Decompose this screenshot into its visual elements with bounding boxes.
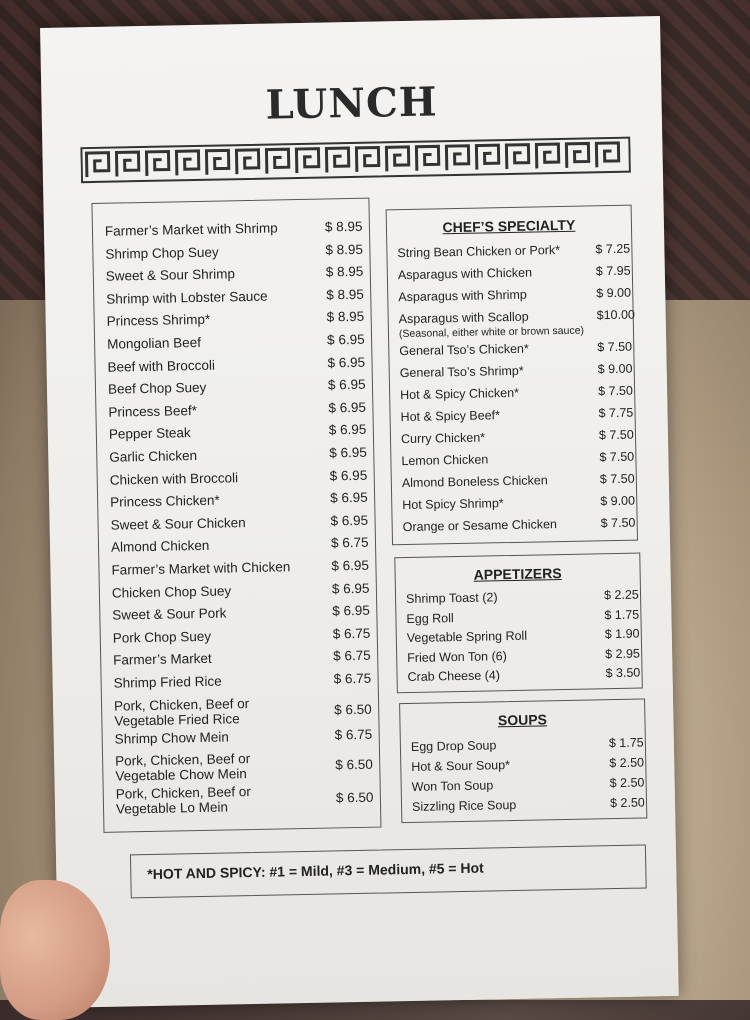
menu-item-price: $ 8.95 [326, 286, 364, 303]
menu-item-name: Farmer’s Market with Chicken [111, 559, 291, 578]
menu-item-name: Orange or Sesame Chicken [402, 517, 558, 535]
menu-item-price: $ 6.50 [335, 789, 374, 806]
menu-item-row [411, 775, 656, 794]
menu-item-price: $ 8.95 [324, 218, 363, 235]
menu-item-name: Pork, Chicken, Beef or [113, 695, 250, 714]
greek-key-segment [596, 143, 618, 167]
menu-item-price: $ 6.95 [329, 467, 368, 484]
menu-item-name: Asparagus with Chicken [397, 265, 533, 283]
menu-item-price: $ 6.75 [333, 670, 372, 687]
menu-item-row [402, 493, 646, 513]
greek-key-segment [146, 152, 168, 176]
menu-item-price: $ 6.95 [330, 512, 369, 529]
greek-key-segment [566, 143, 588, 167]
appetizers-heading: APPETIZERS [473, 565, 562, 583]
menu-item-price: $ 6.75 [334, 726, 373, 743]
menu-item-row [398, 285, 642, 305]
menu-item-row [105, 263, 382, 284]
menu-item-price: $ 6.95 [327, 376, 366, 393]
menu-item-price: $ 6.50 [334, 701, 372, 718]
menu-item-name: Sizzling Rice Soup [411, 797, 517, 814]
menu-item-name: Hot Spicy Shrimp* [402, 496, 504, 513]
menu-item-row [108, 399, 384, 420]
chef-specialty-box [386, 205, 638, 546]
menu-item-row [112, 625, 389, 646]
menu-item-row [410, 735, 655, 754]
menu-item-name: Princess Chicken* [110, 492, 220, 510]
greek-key-segment [356, 147, 378, 171]
menu-item-row [106, 309, 383, 330]
menu-item-price: $ 6.75 [332, 625, 371, 642]
menu-item-name: Almond Chicken [110, 538, 210, 556]
greek-key-segment [86, 153, 108, 177]
greek-key-segment [326, 148, 348, 172]
menu-item-name-line2: Vegetable Fried Rice [114, 710, 240, 729]
menu-item-row [401, 471, 646, 491]
menu-item-row [397, 263, 642, 283]
menu-item-name: Lemon Chicken [401, 452, 489, 469]
menu-item-row [110, 512, 386, 533]
menu-item-row [405, 587, 650, 607]
menu-item-name: Shrimp with Lobster Sauce [106, 288, 268, 307]
menu-item-row [399, 339, 643, 359]
menu-item-row [401, 449, 645, 469]
menu-item-price: $ 6.95 [329, 489, 368, 506]
menu-item-name: Mongolian Beef [106, 334, 202, 352]
menu-item-row [107, 376, 384, 397]
menu-item-price: $ 1.75 [608, 735, 644, 751]
menu-item-row [110, 535, 387, 556]
menu-item-price: $ 3.50 [605, 665, 641, 681]
greek-key-segment [476, 145, 498, 169]
menu-item-name: Chicken with Broccoli [109, 469, 239, 488]
menu-item-name: Crab Cheese (4) [407, 668, 501, 685]
menu-item-name: Curry Chicken* [400, 430, 486, 447]
menu-item-row [411, 755, 655, 774]
menu-item-price: $ 7.50 [597, 339, 633, 355]
menu-item-row [406, 607, 650, 626]
menu-item-name: Princess Beef* [108, 402, 198, 420]
greek-key-segment [506, 145, 528, 169]
menu-item-row [106, 286, 382, 307]
menu-item-row [400, 427, 645, 447]
menu-item-price: $ 9.00 [597, 361, 633, 377]
menu-item-row [407, 665, 651, 685]
menu-sheet [40, 16, 679, 1008]
menu-item-name: Hot & Spicy Chicken* [400, 385, 520, 403]
menu-item-price: $ 7.50 [598, 383, 634, 399]
menu-item-price: $ 8.95 [325, 241, 364, 258]
spice-note: *HOT AND SPICY: #1 = Mild, #3 = Medium, #5 = Hot [147, 859, 484, 883]
menu-item-row [113, 648, 389, 669]
menu-item-price: $ 8.95 [326, 309, 365, 325]
menu-item-price: $ 7.25 [595, 241, 631, 257]
appetizers-box [394, 553, 643, 694]
menu-item-name: Egg Drop Soup [410, 738, 497, 754]
menu-item-row [111, 580, 388, 601]
menu-item-price: $ 2.95 [605, 646, 641, 661]
menu-item-name: General Tso’s Shrimp* [399, 363, 524, 381]
menu-item-row [106, 331, 383, 352]
greek-key-segment [236, 150, 258, 174]
menu-item-price: $ 1.75 [604, 607, 640, 622]
menu-item-price: $ 7.50 [598, 427, 634, 443]
menu-item-price: $ 2.50 [609, 775, 645, 791]
greek-key-segment [416, 146, 438, 170]
menu-item-name: Fried Won Ton (6) [407, 648, 507, 665]
menu-item-row [411, 795, 656, 814]
greek-key-segment [266, 149, 288, 173]
menu-item-price: $ 6.95 [329, 444, 367, 461]
menu-item-row [109, 467, 386, 488]
menu-item-name: Pork, Chicken, Beef or [115, 784, 251, 802]
menu-item-row [402, 515, 647, 535]
menu-item-price: $ 1.90 [604, 626, 640, 642]
menu-item-row [115, 749, 391, 784]
greek-key-segment [446, 146, 468, 170]
menu-item-name: Princess Shrimp* [106, 312, 211, 330]
menu-item-name: Almond Boneless Chicken [401, 473, 548, 491]
greek-key-border [80, 135, 631, 186]
menu-item-price: $10.00 [596, 307, 636, 323]
menu-item-price: $ 2.50 [609, 755, 645, 771]
menu-item-row [107, 354, 383, 375]
menu-item-name: Shrimp Chow Mein [114, 729, 229, 747]
main-menu-box [91, 198, 381, 833]
menu-item-name: Vegetable Spring Roll [406, 628, 528, 646]
menu-item-price: $ 6.75 [333, 648, 371, 664]
menu-item-row [104, 218, 381, 239]
menu-item-price: $ 6.95 [327, 354, 366, 371]
menu-item-name: Chicken Chop Suey [111, 582, 232, 601]
greek-key-segment [386, 147, 408, 171]
menu-item-name-line2: Vegetable Lo Mein [115, 799, 229, 817]
menu-item-name: Sweet & Sour Chicken [110, 514, 246, 533]
menu-item-name: Pork Chop Suey [112, 628, 212, 646]
menu-item-row [399, 361, 644, 381]
menu-item-name-line2: Vegetable Chow Mein [115, 766, 247, 784]
menu-item-row [407, 646, 651, 665]
soups-heading: SOUPS [497, 711, 548, 729]
menu-item-name: String Bean Chicken or Pork* [397, 243, 561, 261]
menu-item-name: Garlic Chicken [109, 448, 198, 465]
greek-key-segment [206, 150, 228, 174]
menu-item-name: Farmer’s Market [113, 651, 212, 669]
menu-item-price: $ 6.95 [332, 602, 370, 619]
menu-item-price: $ 7.50 [599, 449, 635, 465]
menu-item-name: Asparagus with Shrimp [398, 287, 527, 305]
menu-item-price: $ 9.00 [596, 285, 632, 301]
menu-item-row [400, 383, 644, 403]
menu-item-row [400, 405, 644, 425]
greek-key-segment [536, 144, 558, 168]
menu-item-price: $ 7.50 [599, 471, 635, 487]
menu-item-price: $ 6.50 [335, 756, 373, 773]
menu-item-name: General Tso’s Chicken* [399, 341, 529, 359]
menu-item-row [105, 241, 381, 262]
menu-item-price: $ 8.95 [325, 263, 364, 280]
menu-item-price: $ 6.95 [328, 422, 367, 438]
menu-item-name: Hot & Spicy Beef* [400, 408, 501, 425]
menu-item-name: Asparagus with Scallop [398, 309, 529, 327]
menu-item-row [113, 693, 390, 729]
menu-item-name: Sweet & Sour Shrimp [105, 266, 236, 284]
menu-item-row [110, 489, 386, 510]
soups-box [399, 698, 647, 823]
menu-item-name: Pepper Steak [108, 425, 191, 443]
menu-item-name: Farmer’s Market with Shrimp [104, 220, 278, 239]
menu-item-name: Pork, Chicken, Beef or [115, 751, 251, 769]
menu-item-name: Hot & Sour Soup* [411, 758, 511, 774]
menu-item-price: $ 6.95 [331, 580, 370, 597]
menu-item-price: $ 6.75 [330, 535, 369, 551]
menu-title: LUNCH [265, 78, 438, 129]
menu-item-price: $ 2.50 [609, 795, 645, 811]
menu-item-price: $ 6.95 [326, 331, 365, 348]
menu-item-price: $ 6.95 [328, 399, 367, 416]
menu-item-name: Shrimp Chop Suey [105, 244, 219, 262]
menu-item-name: Shrimp Toast (2) [405, 590, 498, 607]
menu-item-name: Shrimp Fried Rice [113, 673, 222, 691]
menu-item-price: $ 9.00 [600, 493, 636, 509]
menu-item-name: Won Ton Soup [411, 778, 494, 794]
menu-item-price: $ 2.25 [603, 587, 639, 603]
menu-item-price: $ 6.95 [331, 557, 370, 574]
menu-item-row [113, 670, 390, 691]
menu-item-row [108, 422, 385, 443]
chef-specialty-heading: CHEF’S SPECIALTY [442, 216, 576, 236]
menu-item-row [397, 241, 641, 261]
menu-item-row [109, 444, 385, 465]
menu-item-row [406, 626, 651, 646]
menu-item-price: $ 7.95 [595, 263, 631, 279]
spice-note-box [130, 844, 647, 898]
menu-item-name: Beef with Broccoli [107, 357, 215, 375]
greek-key-segment [116, 152, 138, 176]
menu-item-name: Sweet & Sour Pork [112, 605, 227, 623]
menu-item-name: Beef Chop Suey [107, 380, 207, 397]
menu-item-price: $ 7.75 [598, 405, 634, 421]
menu-item-row [111, 557, 387, 578]
menu-item-note: (Seasonal, either white or brown sauce) [398, 324, 585, 341]
menu-item-row [112, 602, 388, 623]
menu-item-price: $ 7.50 [600, 515, 636, 531]
greek-key-segment [176, 151, 198, 175]
menu-item-row [398, 307, 643, 341]
greek-key-segment [296, 149, 318, 173]
menu-item-name: Egg Roll [406, 610, 454, 626]
